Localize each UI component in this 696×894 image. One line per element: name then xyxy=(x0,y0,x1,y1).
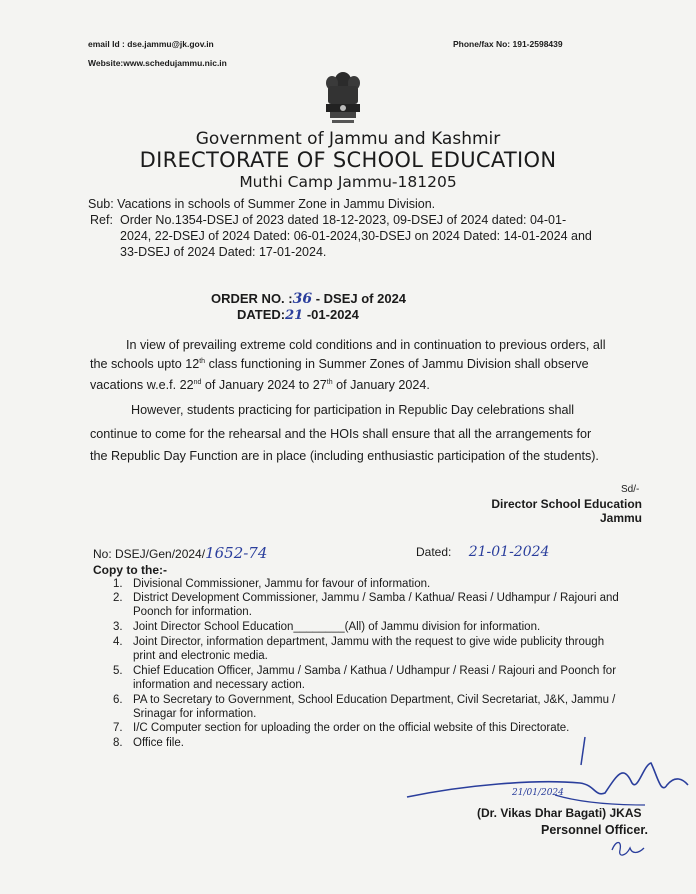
officer-name: (Dr. Vikas Dhar Bagati) JKAS xyxy=(477,806,642,820)
subject-line: Sub: Vacations in schools of Summer Zone in Jammu Division. xyxy=(88,197,436,211)
sd-mark: Sd/- xyxy=(621,484,640,495)
order-date: DATED:21 -01-2024 xyxy=(237,307,359,323)
endorsement-number-handwritten: 1652-74 xyxy=(205,544,268,562)
endorsement-date: Dated: 21-01-2024 xyxy=(416,544,550,560)
email-line: email Id : dse.jammu@jk.gov.in xyxy=(88,39,214,49)
order-number-handwritten: 36 xyxy=(292,291,313,307)
paragraph-2-line-1: However, students practicing for participation in Republic Day celebrations shall xyxy=(131,403,575,417)
copy-item-line: information and necessary action. xyxy=(133,679,305,691)
copy-item-num: 7. xyxy=(113,722,123,734)
copy-item-line: Joint Director, information department, Jammu with the request to give wide publicity through xyxy=(133,636,605,648)
order-number: ORDER NO. :36 - DSEJ of 2024 xyxy=(211,291,407,307)
copy-item-line: District Development Commissioner, Jammu / Samba / Kathua/ Reasi / Udhampur / Rajouri and xyxy=(133,592,619,604)
copy-item-num: 8. xyxy=(113,737,123,749)
copy-item-line: I/C Computer section for uploading the order on the official website of this Directorate. xyxy=(133,722,570,734)
endorsement-date-handwritten: 21-01-2024 xyxy=(468,544,550,560)
copy-item-num: 6. xyxy=(113,694,123,706)
copy-item-line: Chief Education Officer, Jammu / Samba / Kathua / Udhampur / Reasi / Rajouri and Poonch for xyxy=(133,665,617,677)
reference-label: Ref: xyxy=(90,213,113,227)
copy-item-num: 3. xyxy=(113,621,123,633)
directorate-title: DIRECTORATE OF SCHOOL EDUCATION xyxy=(139,148,557,172)
signature-date: 21/01/2024 xyxy=(512,788,564,798)
copy-to-heading: Copy to the:- xyxy=(93,563,167,577)
copy-item-line: Divisional Commissioner, Jammu for favour of information. xyxy=(133,578,431,590)
director-place: Jammu xyxy=(599,511,642,525)
copy-item-num: 4. xyxy=(113,636,123,648)
initials-icon xyxy=(608,838,648,860)
paragraph-2-line-2: continue to come for the rehearsal and the HOIs shall ensure that all the arrangements for xyxy=(90,427,592,441)
paragraph-1-line-3: vacations w.e.f. 22nd of January 2024 to 27th of January 2024. xyxy=(90,378,430,392)
copy-item-line: Poonch for information. xyxy=(133,606,252,618)
state-emblem-icon xyxy=(318,68,368,128)
copy-item-num: 2. xyxy=(113,592,123,604)
copy-item-line: print and electronic media. xyxy=(133,650,268,662)
copy-item-line: PA to Secretary to Government, School Education Department, Civil Secretariat, J&K, Jammu / xyxy=(133,694,616,706)
paragraph-2-line-3: the Republic Day Function are in place (including enthusiastic participation of the students). xyxy=(90,449,599,463)
reference-line-1: Order No.1354-DSEJ of 2023 dated 18-12-2023, 09-DSEJ of 2024 dated: 04-01- xyxy=(120,213,567,227)
endorsement-number: No: DSEJ/Gen/2024/1652-74 xyxy=(93,544,268,562)
government-title: Government of Jammu and Kashmir xyxy=(195,129,501,149)
copy-item-line: Office file. xyxy=(133,737,184,749)
officer-title: Personnel Officer. xyxy=(541,823,648,837)
order-date-handwritten: 21 xyxy=(285,308,304,323)
website-line: Website:www.schedujammu.nic.in xyxy=(88,58,227,68)
paragraph-1-line-2: the schools upto 12th class functioning in Summer Zones of Jammu Division shall observe xyxy=(90,357,589,371)
copy-item-num: 5. xyxy=(113,665,123,677)
paragraph-1-line-1: In view of prevailing extreme cold conditions and in continuation to previous orders, all xyxy=(126,338,606,352)
copy-item-line: Joint Director School Education________(All) of Jammu division for information. xyxy=(133,621,541,633)
copy-item-num: 1. xyxy=(113,578,123,590)
reference-line-3: 33-DSEJ of 2024 Dated: 17-01-2024. xyxy=(120,245,327,259)
phone-line: Phone/fax No: 191-2598439 xyxy=(453,39,563,49)
director-designation: Director School Education xyxy=(491,497,642,511)
directorate-address: Muthi Camp Jammu-181205 xyxy=(239,173,457,191)
copy-item-line: Srinagar for information. xyxy=(133,708,257,720)
reference-line-2: 2024, 22-DSEJ of 2024 Dated: 06-01-2024,30-DSEJ on 2024 Dated: 14-01-2024 and xyxy=(120,229,592,243)
